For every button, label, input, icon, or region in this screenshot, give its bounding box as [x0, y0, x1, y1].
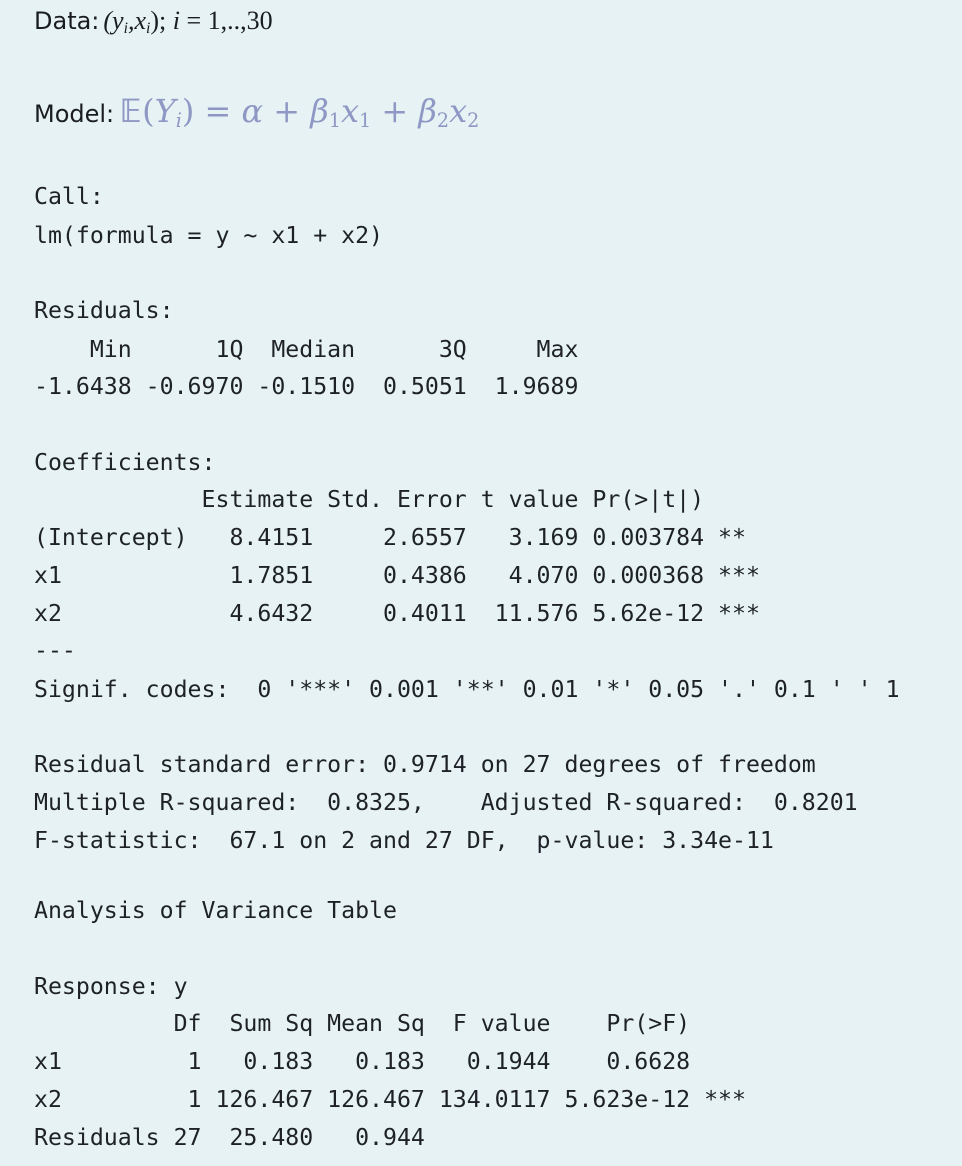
residuals-header: Min 1Q Median 3Q Max [34, 336, 593, 363]
formula-plus-1: + [263, 92, 311, 130]
residuals-values: -1.6438 -0.6970 -0.1510 0.5051 1.9689 [34, 373, 593, 400]
anova-header: Df Sum Sq Mean Sq F value Pr(>F) [34, 1010, 746, 1037]
coefficient-row-intercept: (Intercept) 8.4151 2.6557 3.169 0.003784 ** [34, 524, 760, 551]
call-formula: lm(formula = y ~ x1 + x2) [34, 222, 384, 249]
formula-beta-2: β [418, 92, 437, 130]
formula-x-2-sub: 2 [467, 108, 480, 132]
anova-response: Response: y [34, 973, 188, 1000]
formula-close: ) [181, 92, 195, 130]
expectation-symbol: 𝔼 [120, 92, 143, 130]
data-description [34, 6, 273, 38]
r-squared-line: Multiple R-squared: 0.8325, Adjusted R-squared: 0.8201 [34, 789, 872, 816]
residual-standard-error: Residual standard error: 0.9714 on 27 degrees of freedom [34, 751, 816, 778]
formula-beta-1: β [310, 92, 329, 130]
formula-alpha: α [241, 92, 264, 130]
anova-title: Analysis of Variance Table [34, 897, 397, 924]
anova-row-x2: x2 1 126.467 126.467 134.0117 5.623e-12 *** [34, 1086, 746, 1113]
formula-beta-1-sub: 1 [328, 108, 341, 132]
coefficients-label: Coefficients: [34, 449, 216, 476]
formula-beta-2-sub: 2 [436, 108, 450, 132]
formula-x-1-sub: 1 [359, 108, 372, 132]
data-label: Data: [34, 7, 100, 35]
f-statistic-line: F-statistic: 67.1 on 2 and 27 DF, p-value: 3.34e-11 [34, 827, 774, 854]
anova-row-x1: x1 1 0.183 0.183 0.1944 0.6628 [34, 1048, 746, 1075]
formula-x-1: x [340, 92, 360, 130]
model-formula [120, 92, 479, 132]
formula-y-sub: i [175, 108, 182, 132]
signif-codes: Signif. codes: 0 '***' 0.001 '**' 0.01 '*' 0.05 '.' 0.1 ' ' 1 [34, 676, 900, 703]
data-expression [103, 6, 272, 35]
data-open: (y [103, 6, 124, 35]
formula-x-2: x [449, 92, 468, 130]
coefficient-row-x2: x2 4.6432 0.4011 11.576 5.62e-12 *** [34, 600, 760, 627]
separator: --- [34, 637, 76, 664]
formula-eq: = [194, 92, 242, 130]
formula-plus-2: + [371, 92, 419, 130]
data-range: = 1,..,30 [179, 6, 273, 35]
residuals-label: Residuals: [34, 297, 174, 324]
model-label: Model: [34, 100, 115, 128]
data-sub-i: i [123, 19, 128, 37]
formula-y: Y [154, 92, 176, 130]
data-sub-i2: i [145, 19, 151, 37]
data-index: i [172, 6, 180, 35]
coefficients-header: Estimate Std. Error t value Pr(>|t|) [34, 486, 760, 513]
formula-open: ( [142, 92, 155, 130]
anova-row-residuals: Residuals 27 25.480 0.944 [34, 1124, 733, 1151]
data-close: ); [150, 6, 173, 35]
model-description [34, 92, 479, 132]
coefficient-row-x1: x1 1.7851 0.4386 4.070 0.000368 *** [34, 562, 760, 589]
data-mid: ,x [127, 6, 146, 35]
call-label: Call: [34, 183, 104, 210]
